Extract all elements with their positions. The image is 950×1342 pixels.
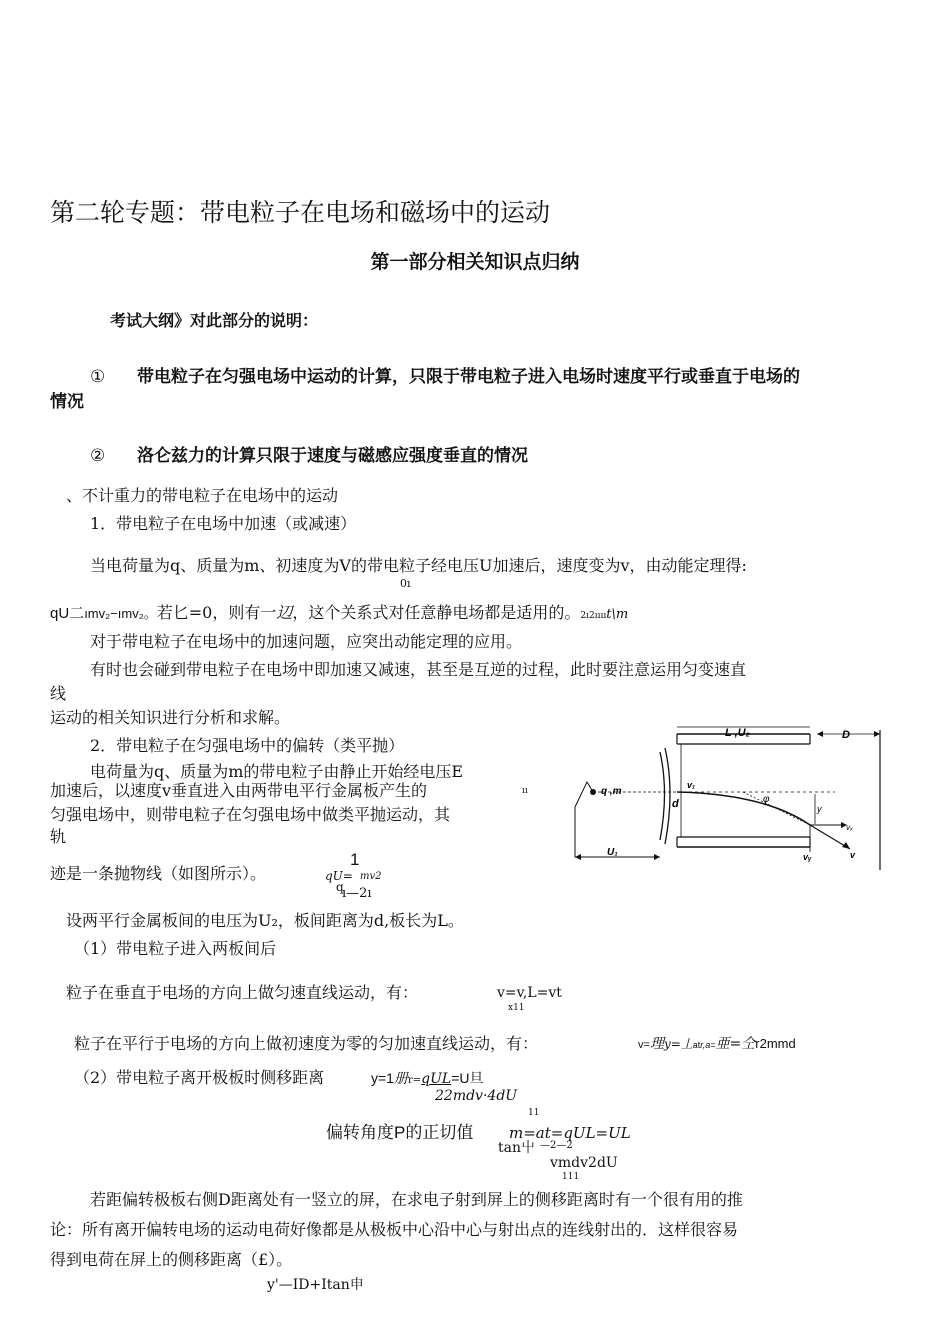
equation-7: y'—ID+Itan申	[267, 1277, 364, 1293]
equation-4	[638, 1036, 796, 1053]
label-U1: U₁	[607, 847, 618, 858]
equation-5-e: =U旦	[451, 1070, 484, 1086]
label-v1: v₁	[687, 780, 696, 790]
paragraph-6: 设两平行金属板间的电压为U₂，板间距离为d,板长为L。	[66, 911, 464, 930]
label-vy: vᵧ	[803, 852, 812, 862]
paragraph-12-line-3: 得到电荷在屏上的侧移距离（£）。	[50, 1250, 293, 1269]
label-L-U2: L ,U₂	[725, 727, 750, 739]
equation-5-sub: 11	[528, 1108, 540, 1118]
equation-2-lhs: qU=	[325, 869, 353, 883]
paragraph-3-line-3: 运动的相关知识进行分析和求解。	[50, 708, 291, 727]
item-1-text: 带电粒子在匀强电场中运动的计算，只限于带电粒子进入电场时速度平行或垂直于电场的	[137, 367, 800, 386]
paragraph-4-line-2: 加速后，以速度v垂直进入由两带电平行金属板产生的	[50, 781, 428, 800]
equation-4-f: 亜=仝	[715, 1036, 756, 1052]
deflection-diagram	[565, 722, 895, 872]
paragraph-1: 当电荷量为q、质量为m、初速度为V的带电粒子经电压U加速后，速度变为v，由动能定理得:	[90, 556, 747, 575]
label-vx: vₓ	[846, 823, 854, 832]
equation-6-top: m=at=qUL=UL	[509, 1124, 631, 1142]
item-1-continuation: 情况	[50, 392, 84, 411]
paragraph-12-line-1: 若距偏转极板右侧D距离处有一竖立的屏，在求电子射到屏上的侧移距离时有一个很有用的推	[90, 1190, 743, 1209]
paragraph-11: 偏转角度P的正切值	[326, 1123, 474, 1142]
equation-2-q: q	[336, 880, 344, 894]
paragraph-10: （2）带电粒子离开极板时侧移距离	[74, 1068, 325, 1087]
equation-5-c: r=	[407, 1075, 422, 1086]
paragraph-7: （1）带电粒子进入两板间后	[74, 939, 277, 958]
equation-5-denominator: 22mdv·4dU	[435, 1088, 518, 1104]
equation-4-g: r2mmd	[755, 1036, 796, 1051]
subsection-heading-1: 1．带电粒子在电场中加速（或减速）	[90, 514, 357, 533]
label-q-m: q ,m	[601, 786, 622, 797]
equation-1-lhs: qU二	[50, 605, 85, 622]
outline-heading: 考试大纲》对此部分的说明：	[110, 313, 319, 330]
paragraph-8: 粒子在垂直于电场的方向上做匀速直线运动，有：	[66, 983, 419, 1002]
label-D: D	[842, 729, 850, 741]
equation-5	[371, 1070, 484, 1088]
equation-1-garble: 2ı2ıııı	[580, 611, 607, 621]
equation-1-tail: t\m	[606, 607, 629, 622]
label-d: d	[672, 798, 679, 810]
paragraph-3-line-2: 线	[50, 684, 67, 703]
label-y: y	[817, 804, 822, 814]
equation-6-denominator: vmdv2dU	[550, 1155, 618, 1171]
equation-6-sub: 111	[562, 1172, 580, 1182]
page-title: 第二轮专题：带电粒子在电场和磁场中的运动	[50, 198, 551, 227]
equation-5-d: qUL	[421, 1071, 452, 1087]
equation-2-numerator: 1	[350, 850, 360, 869]
equation-2-denominator: ı—2ı	[342, 886, 372, 901]
paragraph-3-line-1: 有时也会碰到带电粒子在电场中即加速又减速，甚至是互逆的过程，此时要注意运用匀变速直	[90, 660, 747, 679]
paragraph-4-line-4: 轨	[50, 827, 67, 846]
paragraph-4-line-2-sub: ıı	[522, 786, 528, 796]
section-heading: 、不计重力的带电粒子在电场中的运动	[66, 486, 339, 505]
item-2-text: 洛仑兹力的计算只限于速度与磁感应强度垂直的情况	[137, 446, 528, 465]
equation-6-tan: tan屮	[498, 1140, 535, 1156]
trajectory	[677, 792, 810, 825]
equation-6-bar: —2—2	[540, 1140, 573, 1151]
equation-5-b: 册	[393, 1071, 408, 1087]
equation-1-italic: 辺	[276, 603, 293, 622]
paragraph-4-line-3: 匀强电场中，则带电粒子在匀强电场中做类平抛运动，其	[50, 805, 451, 824]
equation-5-a: y=1	[371, 1070, 394, 1086]
equation-4-d: at	[692, 1040, 701, 1050]
paragraph-1-subscript: 0ı	[400, 577, 411, 590]
equation-3-sub: x11	[508, 1003, 525, 1013]
equation-3: v=v,L=vt	[497, 985, 562, 1001]
item-2-number: ②	[90, 446, 106, 465]
equation-1-note: ，这个关系式对任意静电场都是适用的。	[292, 603, 581, 622]
equation-2-rhs: mv2	[360, 871, 382, 882]
label-phi: φ	[763, 794, 770, 805]
equation-1-rhs: ımv₂−ımv₂。	[84, 606, 157, 621]
paragraph-5: 迹是一条抛物线（如图所示）。	[50, 864, 267, 883]
item-1-number: ①	[90, 367, 106, 386]
equation-4-b: 理	[649, 1036, 664, 1052]
equation-1-text: 若匕=0，则有一	[156, 603, 277, 622]
paragraph-2: 对于带电粒子在电场中的加速问题，应突出动能定理的应用。	[90, 632, 523, 651]
equation-1	[50, 603, 628, 623]
paragraph-4-line-1: 电荷量为q、质量为m的带电粒子由静止开始经电压E	[90, 762, 464, 781]
subsection-heading-2: 2．带电粒子在匀强电场中的偏转（类平抛）	[90, 736, 405, 755]
equation-4-c: y=丄	[663, 1037, 693, 1051]
accelerating-plate	[660, 752, 665, 840]
label-v: v	[850, 850, 856, 860]
paragraph-12-line-2: 论：所有离开偏转电场的运动电荷好像都是从极板中心沿中心与射出点的连线射出的．这样很容易	[50, 1220, 739, 1239]
paragraph-9: 粒子在平行于电场的方向上做初速度为零的匀加速直线运动，有：	[74, 1034, 539, 1053]
equation-4-a: v=	[638, 1039, 650, 1051]
section-subtitle: 第一部分相关知识点归纳	[370, 252, 580, 273]
equation-4-e: r,a=	[700, 1040, 716, 1050]
